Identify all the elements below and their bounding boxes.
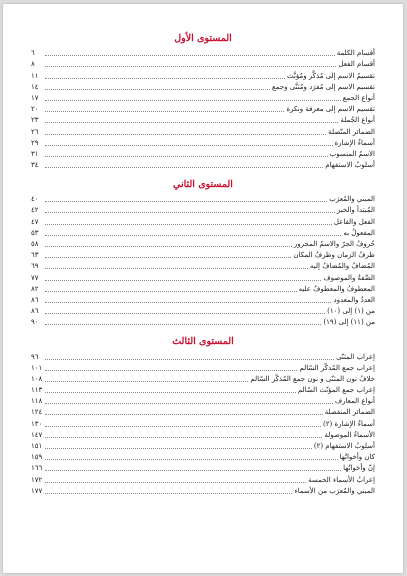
toc-entry-page-number: ٩٠: [31, 318, 39, 327]
toc-entry-title: من (١) إلى (١٠): [327, 307, 375, 316]
toc-entry-page-number: ٦: [31, 49, 35, 58]
toc-entry-title: أنواع الجمع: [342, 93, 375, 102]
toc-entry[interactable]: [31, 305, 375, 316]
dot-leader: [45, 280, 321, 281]
toc-entry-page-number: ١١: [31, 71, 39, 80]
dot-leader: [45, 459, 338, 460]
toc-entry-page-number: ٨٦: [31, 307, 39, 316]
toc-entry-page-number: ٥٣: [31, 228, 39, 237]
toc-entry-page-number: ١٠١: [31, 363, 43, 372]
toc-entry-title: أنواع الجُملة: [340, 116, 375, 125]
dot-leader: [45, 291, 297, 292]
dot-leader: [45, 55, 335, 56]
toc-entry[interactable]: [31, 451, 375, 462]
toc-entry-page-number: ١١٣: [31, 386, 43, 395]
toc-entry-page-number: ٢٣: [31, 116, 39, 125]
dot-leader: [45, 246, 292, 247]
table-of-contents: [31, 30, 375, 502]
dot-leader: [45, 100, 341, 101]
toc-entry[interactable]: [31, 350, 375, 361]
dot-leader: [45, 66, 336, 67]
toc-entry[interactable]: [31, 148, 375, 159]
toc-entry-page-number: ١٤٧: [31, 430, 43, 439]
toc-entry-page-number: ٤٢: [31, 206, 39, 215]
toc-entry-title: الاسمُ المنسوب: [329, 149, 375, 158]
toc-entry-title: الضمائر المتّصلة: [328, 127, 375, 136]
dot-leader: [45, 235, 341, 236]
toc-entry-title: أنواع المعارف: [334, 397, 375, 406]
toc-entry-title: إنّ وأخواتُها: [343, 464, 375, 473]
toc-entry-title: خلافُ نون المثنّى و نون جمع المُذكّر السّالم: [250, 374, 375, 383]
toc-entry-page-number: ٣١: [31, 149, 39, 158]
dot-leader: [45, 78, 285, 79]
toc-entry-title: المعطوفُ والمعطوفُ عليه: [298, 284, 375, 293]
toc-entry[interactable]: [31, 69, 375, 80]
toc-entry-page-number: ١٧: [31, 93, 39, 102]
toc-section: [31, 30, 375, 170]
dot-leader: [45, 392, 296, 393]
toc-entry-page-number: ٧٧: [31, 273, 39, 282]
toc-entry-page-number: ١٧٢: [31, 475, 43, 484]
toc-entry[interactable]: [31, 406, 375, 417]
toc-entry[interactable]: [31, 125, 375, 136]
toc-entry[interactable]: [31, 485, 375, 496]
toc-entry-title: أسلوبُ الاستفهام (٢): [313, 442, 375, 450]
dot-leader: [45, 313, 325, 314]
toc-entry-title: أسماءُ الإشارة (٢): [323, 419, 375, 428]
section-title: المستوى الثاني: [173, 179, 233, 191]
toc-entry-title: المُبتدأ والخبر: [336, 206, 375, 215]
dot-leader: [45, 302, 331, 303]
toc-entry[interactable]: [31, 260, 375, 271]
toc-entry[interactable]: [31, 81, 375, 92]
toc-entry-title: تقسيمُ الاسم إلى مُذكَّر ومُؤنَّث: [287, 71, 375, 80]
toc-entry-title: المفعولُ به: [343, 228, 375, 237]
toc-entry[interactable]: [31, 473, 375, 484]
toc-entry[interactable]: [31, 193, 375, 204]
toc-entry[interactable]: [31, 159, 375, 170]
dot-leader: [45, 145, 333, 146]
toc-entry-page-number: ١٢٤: [31, 408, 43, 417]
toc-entry-title: إعراب المثنّى: [336, 352, 375, 361]
toc-entry-page-number: ١١٨: [31, 397, 43, 406]
dot-leader: [45, 122, 338, 123]
toc-entry-title: حُروفُ الجرّ والاسمُ المجرور: [293, 240, 375, 248]
toc-entry-title: إعراب جمع المؤنّث السّالم: [297, 386, 375, 395]
toc-entry-page-number: ١٣٠: [31, 419, 43, 428]
toc-entry[interactable]: [31, 316, 375, 327]
toc-entry[interactable]: [31, 227, 375, 238]
dot-leader: [45, 111, 284, 112]
toc-entry-title: أقسام الكلمة: [336, 49, 375, 58]
dot-leader: [45, 437, 322, 438]
toc-entry[interactable]: [31, 204, 375, 215]
dot-leader: [45, 89, 270, 90]
toc-entry-title: الأسماءُ الموصولة: [324, 430, 375, 439]
dot-leader: [45, 167, 323, 168]
dot-leader: [45, 257, 291, 258]
document-page: [3, 4, 403, 573]
toc-entry[interactable]: [31, 283, 375, 294]
toc-entry-page-number: ٨٢: [31, 284, 39, 293]
dot-leader: [45, 493, 292, 494]
toc-entry[interactable]: [31, 103, 375, 114]
dot-leader: [45, 212, 335, 213]
toc-entry[interactable]: [31, 373, 375, 384]
toc-entry-title: من (١١) إلى (١٩): [323, 318, 375, 327]
toc-entry[interactable]: [31, 417, 375, 428]
toc-entry-page-number: ٦٣: [31, 251, 39, 260]
toc-entry-title: أسماءُ الإشارة: [334, 138, 375, 147]
toc-entry[interactable]: [31, 114, 375, 125]
dot-leader: [45, 359, 334, 360]
dot-leader: [45, 470, 341, 471]
toc-entry-page-number: ٣٤: [31, 161, 39, 170]
toc-entry-title: المُضافُ والمُضافُ إليه: [310, 262, 375, 271]
dot-leader: [45, 482, 306, 483]
toc-entry-title: الصِّفةُ والموصوف: [323, 273, 375, 282]
toc-entry-page-number: ٤٠: [31, 195, 39, 204]
toc-entry-page-number: ١٤: [31, 82, 39, 91]
toc-entry-page-number: ٥٨: [31, 240, 39, 248]
toc-section: [31, 333, 375, 495]
toc-entry[interactable]: [31, 215, 375, 226]
toc-entry-page-number: ٦٩: [31, 262, 39, 271]
toc-entry-page-number: ١٦٦: [31, 464, 43, 473]
dot-leader: [45, 426, 321, 427]
dot-leader: [45, 268, 308, 269]
toc-entry[interactable]: [31, 92, 375, 103]
toc-entry[interactable]: [31, 429, 375, 440]
toc-entry-title: ظرفُ الزمان وظرفُ المكان: [293, 251, 375, 260]
toc-entry[interactable]: [31, 462, 375, 473]
toc-entry-title: المبني والمُعرَب: [329, 195, 375, 204]
toc-entry-title: إعراب جمع المُذكّر السّالم: [299, 363, 375, 372]
toc-entry[interactable]: [31, 395, 375, 406]
toc-entry-page-number: ١٠٨: [31, 374, 43, 383]
toc-entry-title: الضمائر المنفصلة: [324, 408, 375, 417]
toc-entry-page-number: ٩٦: [31, 352, 39, 361]
toc-entry-page-number: ٨: [31, 60, 35, 69]
toc-entry-title: تقسيم الاسم إلى معرفة ونكرة: [286, 105, 375, 114]
toc-entry-title: كان وأخواتُها: [339, 453, 375, 462]
dot-leader: [45, 224, 332, 225]
toc-entry[interactable]: [31, 137, 375, 148]
toc-entry[interactable]: [31, 238, 375, 249]
dot-leader: [45, 370, 297, 371]
dot-leader: [45, 381, 248, 382]
toc-entry-page-number: ١٥١: [31, 442, 43, 450]
toc-entry[interactable]: [31, 384, 375, 395]
toc-entry-title: أقسام الفعل: [338, 60, 375, 69]
dot-leader: [45, 448, 312, 449]
toc-entry-title: إعرابُ الأسماء الخمسة: [308, 475, 375, 484]
toc-entry[interactable]: [31, 271, 375, 282]
toc-entry-page-number: ٤٧: [31, 217, 39, 226]
toc-entry-title: تقسيم الاسم إلى مُفرَد ومُثنَّى وجمع: [272, 82, 375, 91]
toc-entry-title: الفعل والفاعل: [333, 217, 375, 226]
dot-leader: [45, 201, 327, 202]
toc-entry[interactable]: [31, 249, 375, 260]
toc-entry[interactable]: [31, 440, 375, 451]
toc-entry-page-number: ١٥٩: [31, 453, 43, 462]
toc-entry-page-number: ٢٩: [31, 138, 39, 147]
dot-leader: [45, 414, 323, 415]
dot-leader: [45, 134, 326, 135]
toc-section: [31, 176, 375, 327]
section-title: المستوى الأول: [174, 33, 232, 44]
toc-entry-page-number: ٨٦: [31, 295, 39, 304]
toc-entry[interactable]: [31, 47, 375, 58]
toc-entry[interactable]: [31, 362, 375, 373]
toc-entry-title: أسلوبُ الاستفهام: [325, 161, 375, 170]
section-title: المستوى الثالث: [172, 336, 234, 348]
dot-leader: [45, 403, 333, 404]
toc-entry-page-number: ٢٠: [31, 105, 39, 114]
toc-entry-title: العددُ والمعدود: [333, 295, 375, 304]
dot-leader: [45, 324, 321, 325]
toc-entry-title: المبني والمُعرَب من الأسماء: [294, 486, 375, 495]
toc-entry[interactable]: [31, 294, 375, 305]
toc-entry-page-number: ١٧٧: [31, 486, 43, 495]
toc-entry[interactable]: [31, 58, 375, 69]
dot-leader: [45, 156, 328, 157]
toc-entry-page-number: ٢٦: [31, 127, 39, 136]
